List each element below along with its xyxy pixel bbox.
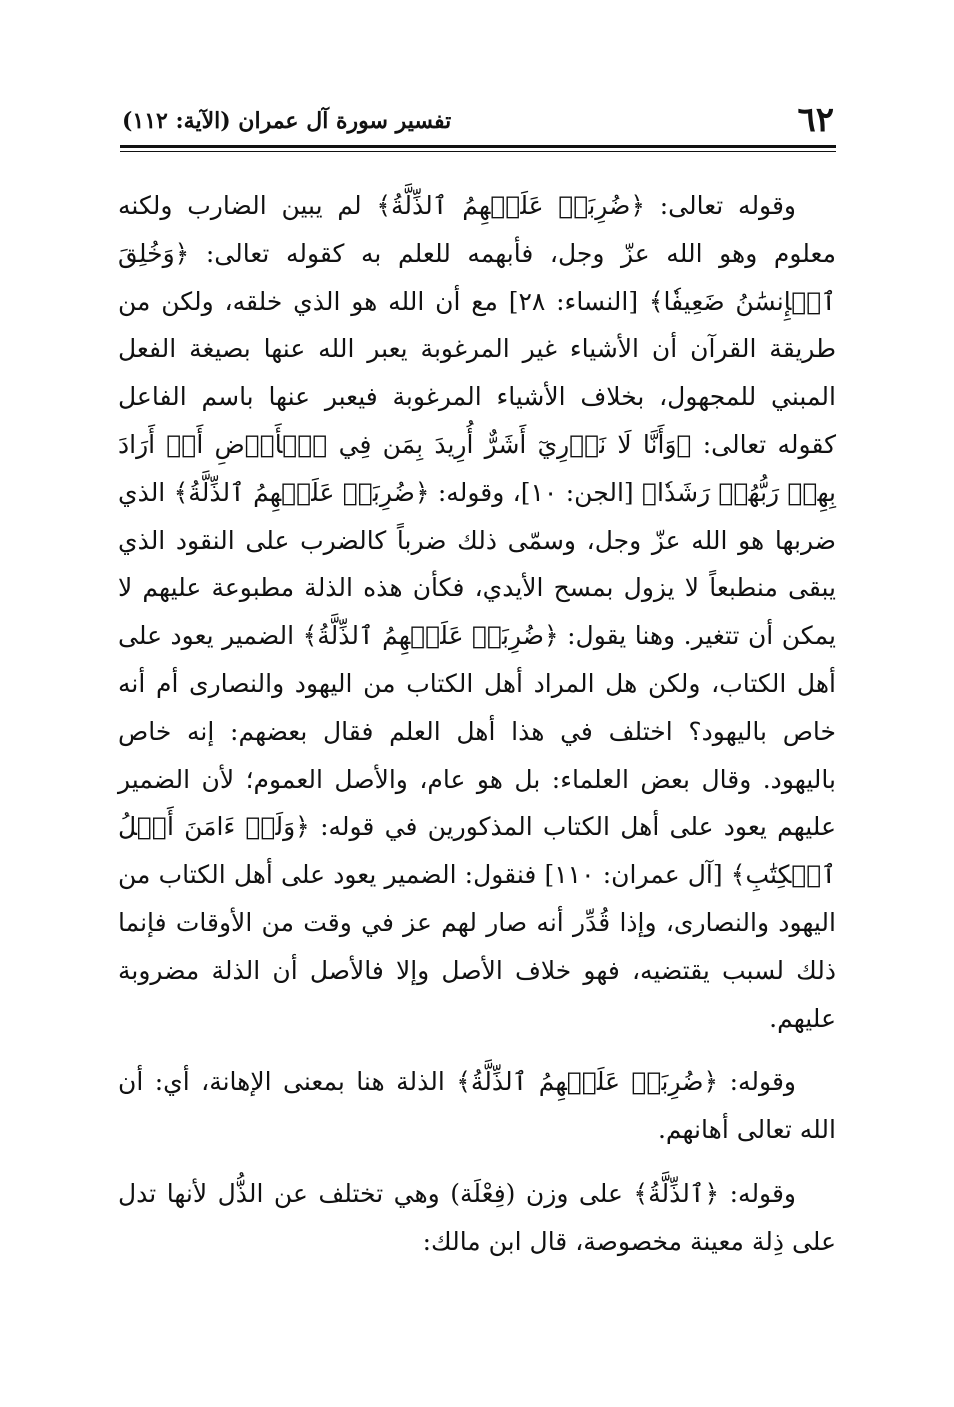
page-number: ٦٢ <box>797 100 834 140</box>
paragraph-2: وقوله: ﴿ضُرِبَتۡ عَلَيۡهِمُ ٱلذِّلَّةُ﴾ الذلة هنا بمعنى الإهانة، أي: أن الله تعالى أهانهم. <box>118 1067 836 1145</box>
paragraph-1: وقوله تعالى: ﴿ضُرِبَتۡ عَلَيۡهِمُ ٱلذِّلَّةُ﴾ لم يبين الضارب ولكنه معلوم وهو الله عزّ وجل، فأبهمه للعلم به كقوله تعالى: ﴿وَخُلِقَ ٱلۡإِنسَٰنُ ضَعِيفٗا﴾ [النساء: ٢٨] مع أن الله هو الذي خلقه، ولكن من طريقة القرآن أن الأشياء غير المرغوبة يعبر الله عنها بصيغة الفعل المبني للمجهول، بخلاف الأشياء المرغوبة فيعبر عنها باسم الفاعل كقوله تعالى: ﴿وَأَنَّا لَا نَدۡرِيٓ أَشَرٌّ أُرِيدَ بِمَن فِي ٱلۡأَرۡضِ أَمۡ أَرَادَ بِهِمۡ رَبُّهُمۡ رَشَدٗا﴾ [الجن: ١٠]، وقوله: ﴿ضُرِبَتۡ عَلَيۡهِمُ ٱلذِّلَّةُ﴾ الذي ضربها هو الله عزّ وجل، وسمّى ذلك ضرباً كالضرب على النقود الذي يبقى منطبعاً لا يزول بمسح الأيدي، فكأن هذه الذلة مطبوعة عليهم لا يمكن أن تتغير. وهنا يقول: ﴿ضُرِبَتۡ عَلَيۡهِمُ ٱلذِّلَّةُ﴾ الضمير يعود على أهل الكتاب، ولكن هل المراد أهل الكتاب من اليهود والنصارى أم أنه خاص باليهود؟ اختلف في هذا أهل العلم فقال بعضهم: إنه خاص باليهود. وقال بعض العلماء: بل هو عام، والأصل العموم؛ لأن الضمير عليهم يعود على أهل الكتاب المذكورين في قوله: ﴿وَلَوۡ ءَامَنَ أَهۡلُ ٱلۡكِتَٰبِ﴾ [آل عمران: ١١٠] فنقول: الضمير يعود على أهل الكتاب من اليهود والنصارى، وإذا قُدِّر أنه صار لهم عز في وقت من الأوقات فإنما ذلك لسبب يقتضيه، فهو خلاف الأصل وإلا فالأصل أن الذلة مضروبة عليهم. <box>118 191 836 1033</box>
page-body <box>118 182 836 1266</box>
page-header <box>122 100 834 144</box>
header-rule-thin <box>120 151 836 152</box>
running-title: تفسير سورة آل عمران (الآية: ١١٢) <box>122 108 452 134</box>
paragraph-3: وقوله: ﴿ٱلذِّلَّةُ﴾ على وزن (فِعْلَة) وهي تختلف عن الذُّل لأنها تدل على ذِلة معينة مخصوصة، قال ابن مالك: <box>118 1178 836 1256</box>
paragraph-gap <box>118 1154 836 1170</box>
header-rule-thick <box>120 145 836 148</box>
paragraph-gap <box>118 1042 836 1058</box>
